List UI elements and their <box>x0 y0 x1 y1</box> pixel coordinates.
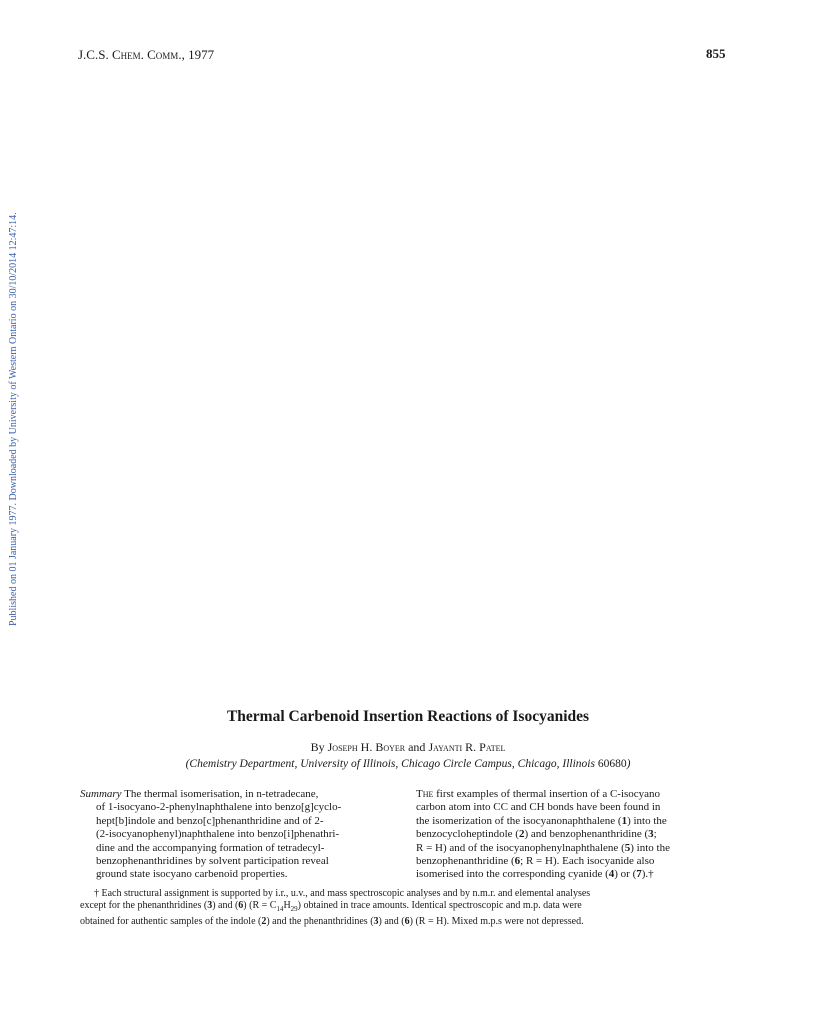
publication-watermark[interactable]: Published on 01 January 1977. Downloaded by University of Western Ontario on 30/10/2014 12:47:14. <box>8 212 19 626</box>
journal-year: , 1977 <box>181 47 215 62</box>
affiliation: (Chemistry Department, University of Illinois, Chicago Circle Campus, Chicago, Illinois 60680) <box>185 758 631 770</box>
running-header <box>78 47 214 63</box>
compound-ref: 1 <box>621 814 628 827</box>
page-number: 855 <box>706 46 726 61</box>
compound-ref: 3 <box>648 828 654 841</box>
compound-ref: 2 <box>518 828 525 841</box>
author-line: By Joseph H. Boyer and Jayanti R. Patel <box>310 740 506 754</box>
compound-ref: 7 <box>636 868 642 881</box>
intro-lead-word: The <box>416 788 434 800</box>
article-title: Thermal Carbenoid Insertion Reactions of Isocyanides <box>226 708 590 725</box>
compound-ref: 5 <box>624 841 631 854</box>
compound-ref: 4 <box>608 868 615 881</box>
footnote: † Each structural assignment is supported by i.r., u.v., and mass spectroscopic analyses and by n.m.r. and elemental analyses except for the phenanthridines (3) and (6) $(R = C_{14}H_{29})$ obtained in trace amounts. Identical spectroscopic and m.p. data were obtained for authentic samples of the indole (2) and the phenanthridines (3) and (6) (R = H). Mixed m.p.s were not depressed. <box>80 888 591 927</box>
author-boyer: Joseph H. Boyer <box>327 740 406 754</box>
author-patel: Jayanti R. Patel <box>428 740 506 754</box>
summary-label: Summary <box>80 788 122 800</box>
journal-prefix: J.C.S. <box>78 47 112 62</box>
journal-name: Chem. Comm. <box>111 47 182 62</box>
intro-paragraph: The first examples of thermal insertion of a C-isocyano carbon atom into CC and CH bonds have been found in the isomerization of the isocyanonaphthalene (1) into the benzocycloheptindole (2) and benzophenanthridine (3; R = H) and of the isocyanophenylnaphthalene (5) into the benzophenanthridine (6; R = H). Each isocyanide also isomerised into the corresponding cyanide (4) or (7).† <box>416 788 670 881</box>
compound-ref: 6 <box>514 855 521 868</box>
summary-block: Summary The thermal isomerisation, in n-tetradecane, of 1-isocyano-2-phenylnaphthalene into benzo[g]cyclo- hept[b]indole and benzo[c]phenanthridine and of 2- (2-isocyanophenyl)naphthalene into benzo[i]phenathri- dine and the accompanying formation of tetradecyl- benzophenanthridines by solvent participation reveal ground state isocyano carbenoid properties. <box>80 788 342 881</box>
